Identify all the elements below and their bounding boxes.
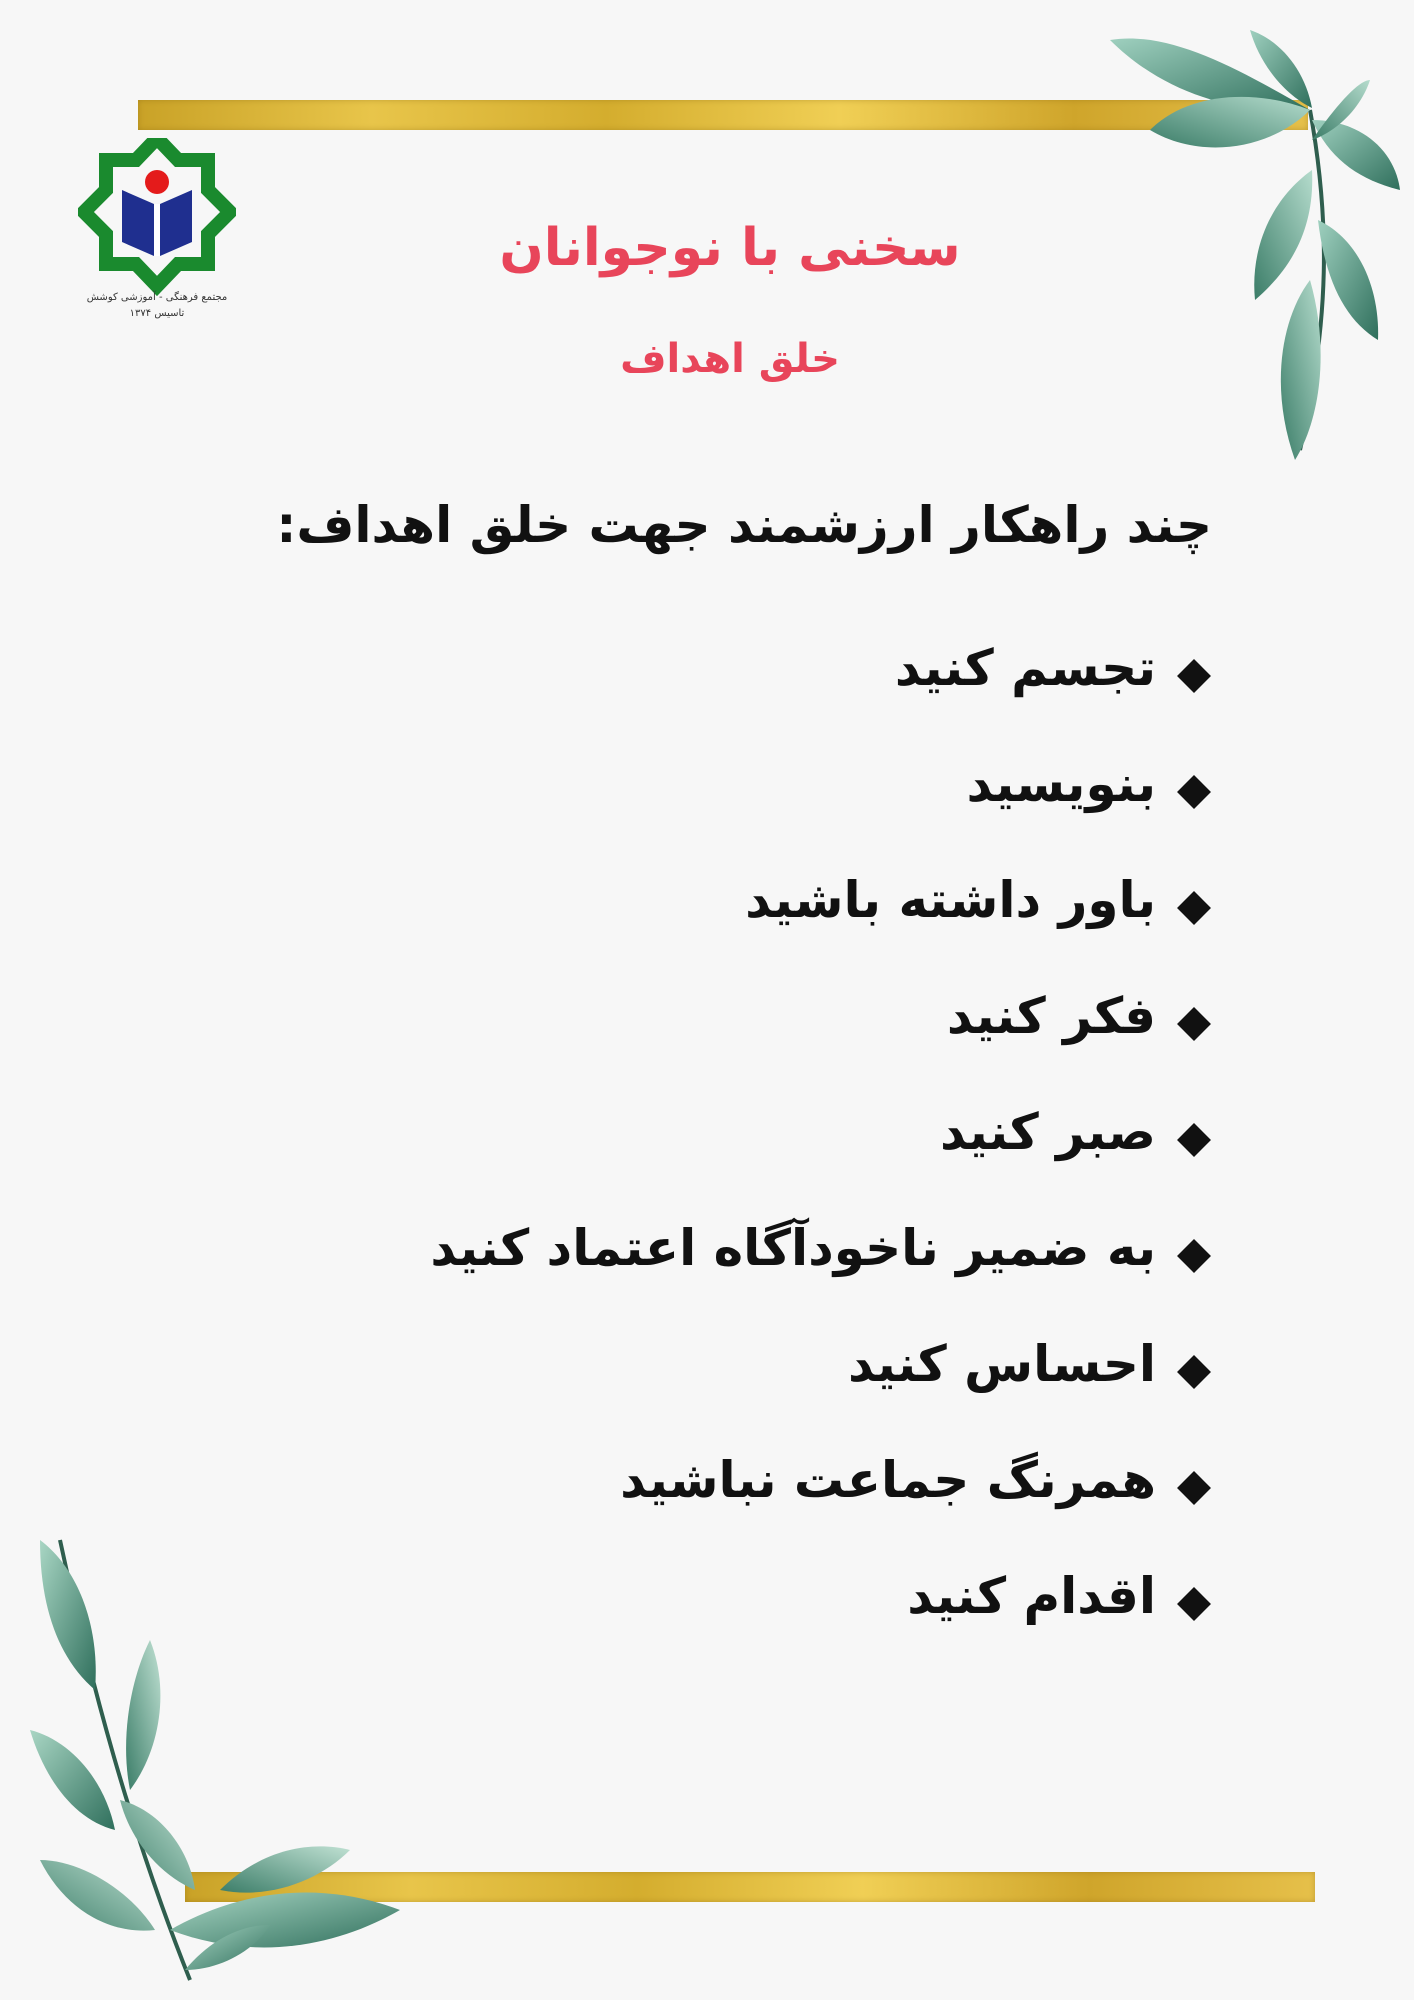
list-item-text: بنویسید	[966, 755, 1156, 813]
list-item	[212, 842, 1212, 958]
page-subtitle: خلق اهداف	[620, 336, 840, 382]
diamond-bullet-icon	[1177, 1239, 1211, 1273]
list-item-text: فکر کنید	[946, 987, 1156, 1045]
diamond-bullet-icon	[1177, 1355, 1211, 1389]
list-item-text: باور داشته باشید	[745, 871, 1156, 929]
diamond-bullet-icon	[1177, 1587, 1211, 1621]
list-item	[212, 726, 1212, 842]
diamond-bullet-icon	[1177, 775, 1211, 809]
list-item	[212, 1074, 1212, 1190]
list-item-text: همرنگ جماعت نباشید	[620, 1451, 1156, 1509]
list-item-text: اقدام کنید	[907, 1567, 1156, 1625]
tips-list	[212, 610, 1212, 1654]
list-item-text: احساس کنید	[847, 1335, 1156, 1393]
diamond-bullet-icon	[1177, 1007, 1211, 1041]
list-item-text: به ضمیر ناخودآگاه اعتماد کنید	[430, 1219, 1156, 1277]
list-item	[212, 1538, 1212, 1654]
list-item-text: صبر کنید	[939, 1103, 1156, 1161]
list-item	[212, 610, 1212, 726]
list-item	[212, 1306, 1212, 1422]
logo-caption-founded: تاسیس ۱۳۷۴	[129, 308, 185, 319]
diamond-bullet-icon	[1177, 891, 1211, 925]
logo-caption	[70, 290, 244, 322]
intro-heading: چند راهکار ارزشمند جهت خلق اهداف:	[276, 496, 1212, 554]
list-item	[212, 1190, 1212, 1306]
list-item	[212, 958, 1212, 1074]
logo-caption-name: مجتمع فرهنگی - آموزشی کوشش	[86, 292, 228, 303]
diamond-bullet-icon	[1177, 659, 1211, 693]
leaves-top-right-decoration	[1080, 20, 1410, 480]
list-item-text: تجسم کنید	[894, 639, 1156, 697]
diamond-bullet-icon	[1177, 1123, 1211, 1157]
list-item	[212, 1422, 1212, 1538]
page-title: سخنی با نوجوانان	[499, 218, 961, 278]
diamond-bullet-icon	[1177, 1471, 1211, 1505]
